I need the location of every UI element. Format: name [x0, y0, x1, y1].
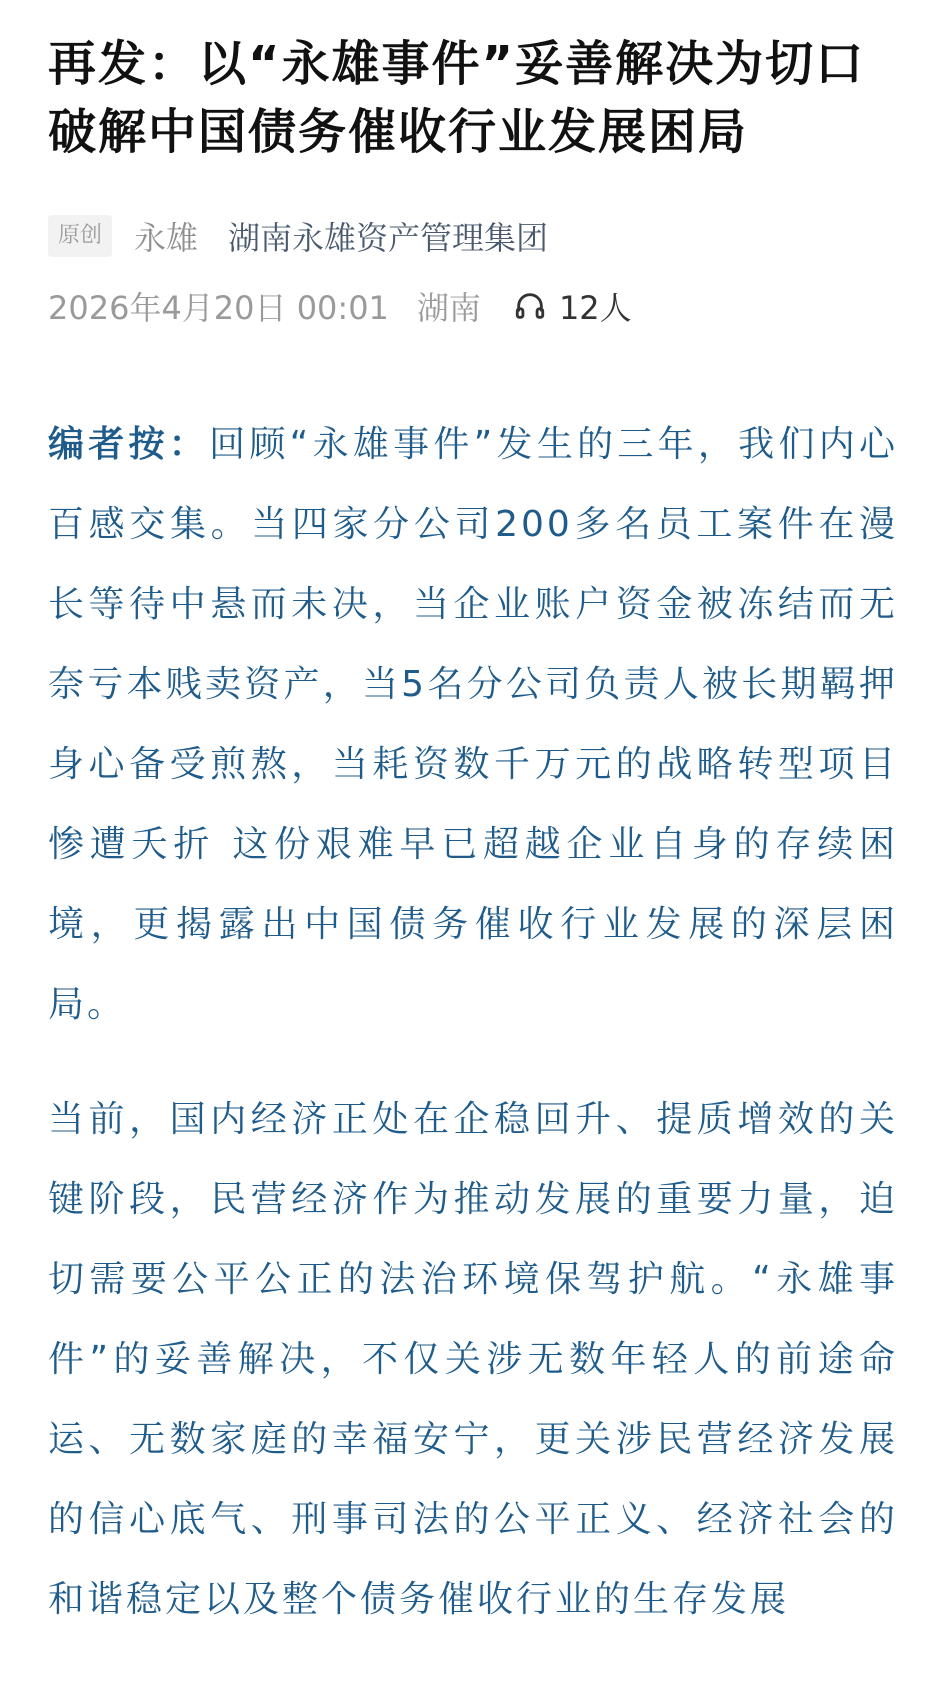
listen-count: 12人	[558, 289, 632, 327]
original-badge: 原创	[48, 215, 112, 257]
listen-button[interactable]	[513, 283, 632, 329]
headphones-icon	[513, 289, 547, 323]
publish-time: 2026年4月20日 00:01	[48, 289, 389, 327]
article-meta	[48, 212, 548, 260]
editor-note-paragraph	[48, 405, 898, 1045]
article-info	[48, 282, 632, 330]
editor-note-text: 回顾“永雄事件”发生的三年，我们内心百感交集。当四家分公司200多名员工案件在漫长等待中悬而未决，当企业账户资金被冻结而无奈亏本贱卖资产，当5名分公司负责人被长期羁押身心备受煎熬，当耗资数千万元的战略转型项目惨遭夭折 这份艰难早已超越企业自身的存续困境，更揭露出中国债务催收行业发展的深层困局。	[48, 424, 898, 1025]
body-paragraph: 当前，国内经济正处在企稳回升、提质增效的关键阶段，民营经济作为推动发展的重要力量，迫切需要公平公正的法治环境保驾护航。“永雄事件”的妥善解决，不仅关涉无数年轻人的前途命运、无数家庭的幸福安宁，更关涉民营经济发展的信心底气、刑事司法的公平正义、经济社会的和谐稳定以及整个债务催收行业的生存发展	[48, 1099, 898, 1620]
account-name[interactable]: 湖南永雄资产管理集团	[228, 219, 549, 257]
editor-note-label: 编者按：	[48, 424, 210, 465]
author-name[interactable]: 永雄	[134, 219, 199, 257]
publish-location: 湖南	[416, 289, 481, 327]
article-title: 再发：以“永雄事件”妥善解决为切口破解中国债务催收行业发展困局	[48, 36, 866, 160]
